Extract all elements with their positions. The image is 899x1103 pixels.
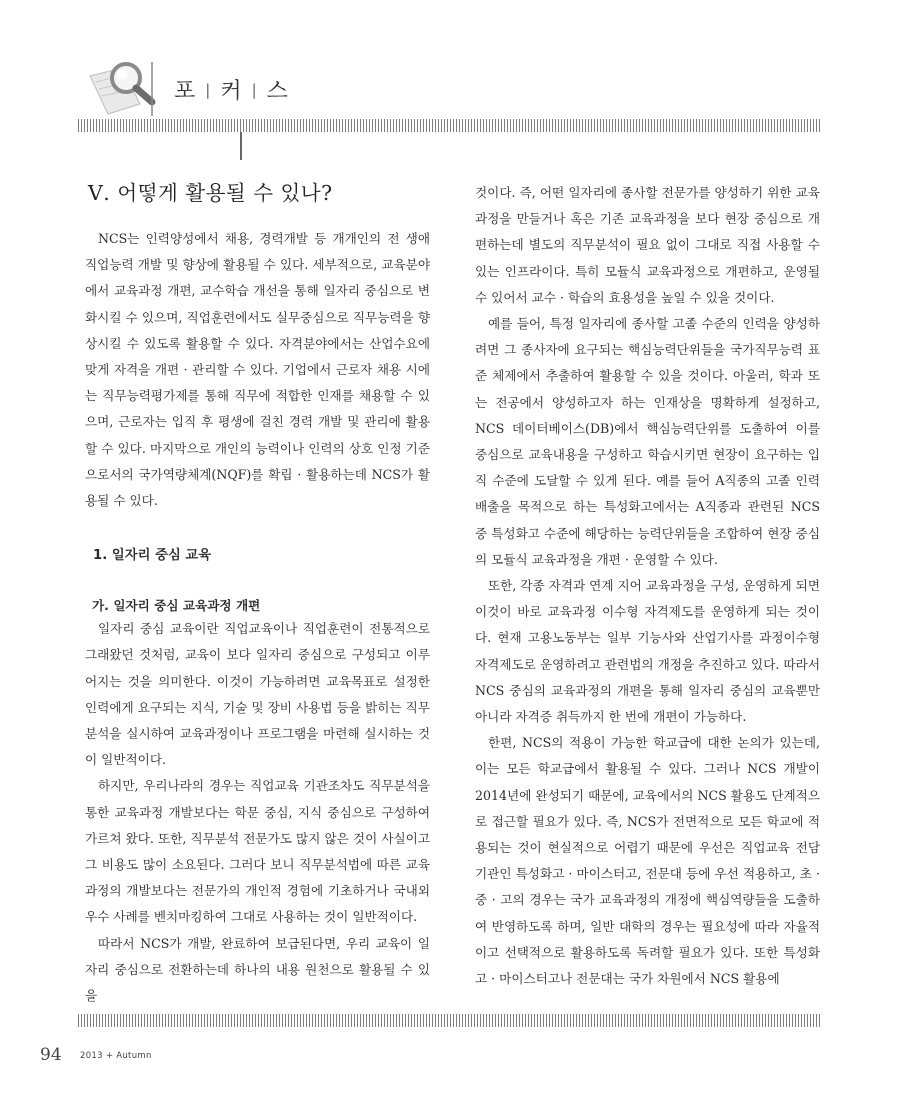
paragraph: 따라서 NCS가 개발, 완료하여 보급된다면, 우리 교육이 일자리 중심으로 전환하는데 하나의 내용 원천으로 활용될 수 있을 — [85, 935, 430, 1004]
left-column — [85, 180, 430, 1009]
section-label-char: 커 — [220, 79, 243, 104]
page-number: 94 — [40, 1045, 62, 1065]
separator: | — [251, 81, 258, 99]
paragraph: 일자리 중심 교육이란 직업교육이나 직업훈련이 전통적으로 그래왔던 것처럼, 교육이 보다 일자리 중심으로 구성되고 이루어지는 것을 의미한다. 이것이 가능하려면 교육목표로 설정한 인력에게 요구되는 지식, 기술 및 장비 사용법 등을 밝히는 직무분석을 실시하여 교육과정이나 프로그램을 마련해 실시하는 것이 일반적이다. — [85, 621, 430, 768]
right-column — [475, 180, 820, 992]
paragraph: 것이다. 즉, 어떤 일자리에 종사할 전문가를 양성하기 위한 교육과정을 만들거나 혹은 기존 교육과정을 보다 현장 중심으로 개편하는데 별도의 직무분석이 필요 없이 그대로 직접 사용할 수 있는 인프라이다. 특히 모듈식 교육과정으로 개편하고, 운영될 수 있어서 교수 · 학습의 효용성을 높일 수 있을 것이다. — [475, 185, 820, 305]
header-rule — [78, 119, 822, 132]
separator: | — [205, 81, 212, 99]
paragraph: 또한, 각종 자격과 연계 지어 교육과정을 구성, 운영하게 되면 이것이 바로 교육과정 이수형 자격제도를 운영하게 되는 것이다. 현재 고용노동부는 일부 기능사와 산업기사를 과정이수형 자격제도로 운영하려고 관련법의 개정을 추진하고 있다. 따라서 NCS 중심의 교육과정의 개편을 통해 일자리 중심의 교육뿐만 아니라 자격증 취득까지 한 번에 개편이 가능하다. — [475, 578, 821, 725]
section-label-char: 포 — [174, 79, 197, 104]
magnifier-icon — [82, 54, 172, 120]
footer-rule — [78, 1014, 822, 1027]
section-label-char: 스 — [266, 79, 289, 104]
issue-label: 2013 + Autumn — [80, 1051, 152, 1061]
paragraph: NCS는 인력양성에서 채용, 경력개발 등 개개인의 전 생애 직업능력 개발 및 향상에 활용될 수 있다. 세부적으로, 교육분야에서 교육과정 개편, 교수학습 개선을 통해 일자리 중심으로 변화시킬 수 있으며, 직업훈련에서도 실무중심으로 직무능력을 향상시킬 수 있도록 활용할 수 있다. 자격분야에서는 산업수요에 맞게 자격을 개편 · 관리할 수 있다. 기업에서 근로자 채용 시에는 직무능력평가제를 통해 직무에 적합한 인재를 채용할 수 있으며, 근로자는 입직 후 평생에 걸친 경력 개발 및 관리에 활용할 수 있다. 마지막으로 개인의 능력이나 인력의 상호 인정 기준으로서의 국가역량체계(NQF)를 확립 · 활용하는데 NCS가 활용될 수 있다. — [85, 231, 430, 509]
header-divider — [240, 132, 242, 160]
paragraph: 하지만, 우리나라의 경우는 직업교육 기관조차도 직무분석을 통한 교육과정 개발보다는 학문 중심, 지식 중심으로 구성하여 가르쳐 왔다. 또한, 직무분석 전문가도 많지 않은 것이 사실이고 그 비용도 많이 소요된다. 그러다 보니 직무분석법에 따른 교육과정의 개발보다는 전문가의 개인적 경험에 기초하거나 국내외 우수 사례를 벤치마킹하여 그대로 사용하는 것이 일반적이다. — [85, 778, 430, 925]
heading-2: 가. 일자리 중심 교육과정 개편 — [92, 598, 261, 614]
section-label — [174, 74, 289, 105]
section-title: Ⅴ. 어떻게 활용될 수 있나? — [88, 181, 333, 205]
paragraph: 예를 들어, 특정 일자리에 종사할 고졸 수준의 인력을 양성하려면 그 종사자에 요구되는 핵심능력단위들을 국가직무능력 표준 체제에서 추출하여 활용할 수 있을 것이다. 아울러, 학과 또는 전공에서 양성하고자 하는 인재상을 명확하게 설정하고, NCS 데이터베이스(DB)에서 핵심능력단위를 도출하여 이를 중심으로 교육내용을 구성하고 학습시키면 현장이 요구하는 입직 수준에 도달할 수 있게 된다. 예를 들어 A직종의 고졸 인력 배출을 목적으로 하는 특성화고에서는 A직종과 관련된 NCS 중 특성화고 수준에 해당하는 능력단위들을 조합하여 현장 중심의 모듈식 교육과정을 개편 · 운영할 수 있다. — [475, 316, 820, 567]
paragraph: 한편, NCS의 적용이 가능한 학교급에 대한 논의가 있는데, 이는 모든 학교급에서 활용될 수 있다. 그러나 NCS 개발이 2014년에 완성되기 때문에, 교육에서의 NCS 활용도 단계적으로 접근할 필요가 있다. 즉, NCS가 전면적으로 모든 학교에 적용되는 것이 현실적으로 어렵기 때문에 우선은 직업교육 전담 기관인 특성화고 · 마이스터고, 전문대 등에 우선 적용하고, 초 · 중 · 고의 경우는 국가 교육과정의 개정에 핵심역량들을 도출하여 반영하도록 하며, 일반 대학의 경우는 필요성에 따라 자율적이고 선택적으로 활용하도록 독려할 필요가 있다. 또한 특성화고 · 마이스터고나 전문대는 국가 차원에서 NCS 활용에 — [475, 735, 820, 987]
heading-1: 1. 일자리 중심 교육 — [93, 548, 212, 564]
